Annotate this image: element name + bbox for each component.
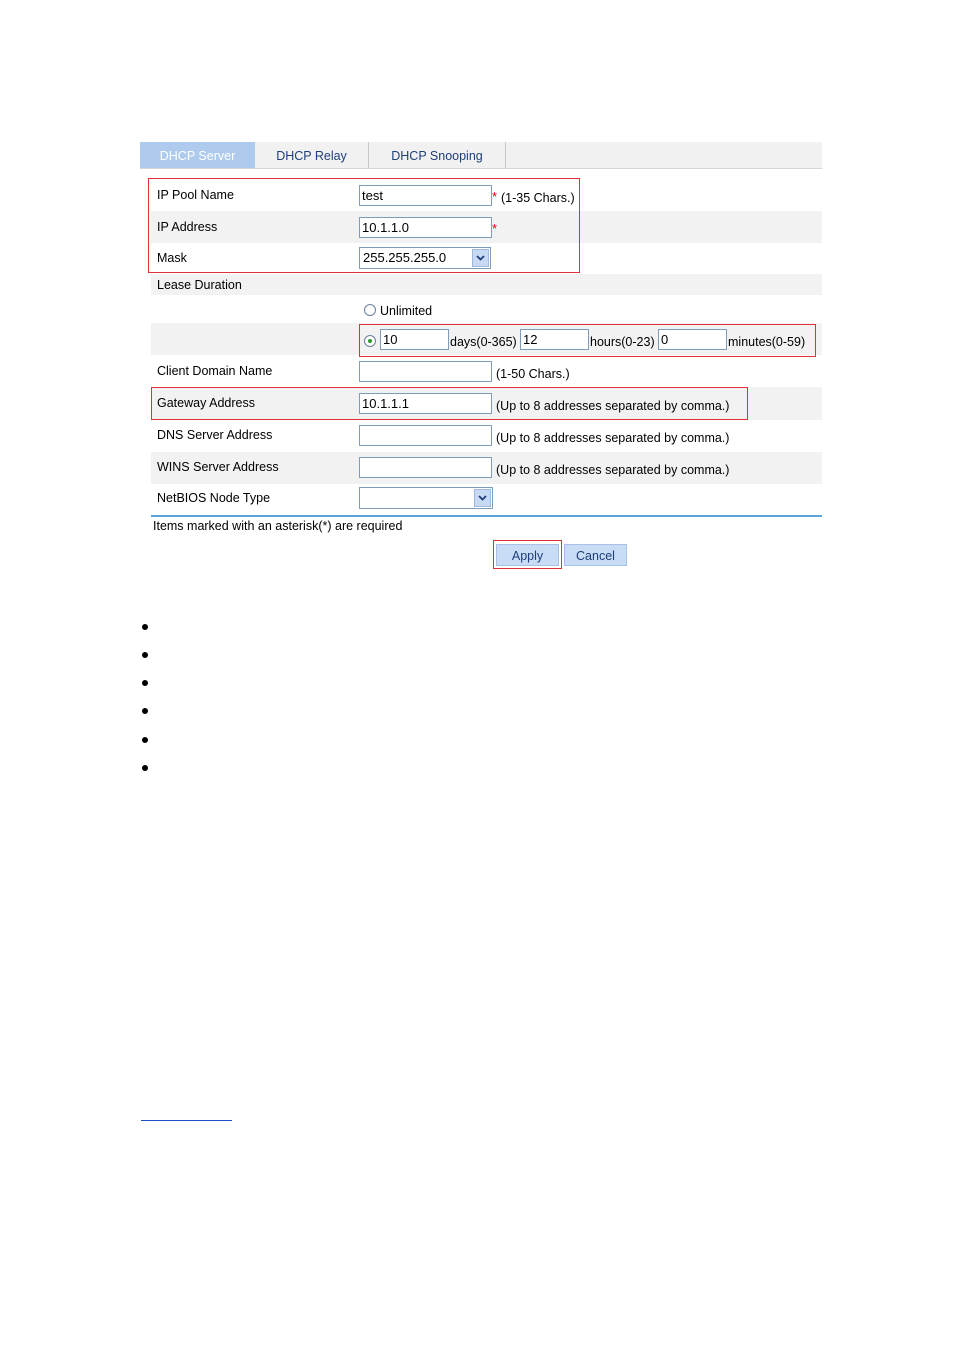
client-domain-name-hint: (1-50 Chars.)	[496, 367, 570, 381]
wins-server-address-input[interactable]	[359, 457, 492, 478]
bullet-point	[142, 624, 148, 630]
dns-server-address-hint: (Up to 8 addresses separated by comma.)	[496, 431, 730, 445]
radio-unlimited[interactable]	[364, 304, 376, 316]
ip-pool-name-hint: (1-35 Chars.)	[501, 191, 575, 205]
ip-pool-name-input[interactable]: test	[359, 185, 492, 206]
tab-bar	[140, 142, 822, 169]
client-domain-name-input[interactable]	[359, 361, 492, 382]
lease-minutes-label: minutes(0-59)	[728, 335, 806, 349]
bullet-point	[142, 737, 148, 743]
form-divider	[151, 515, 822, 517]
highlight-box	[151, 387, 748, 420]
gateway-address-label: Gateway Address	[157, 396, 255, 410]
tab-dhcp-snooping[interactable]: DHCP Snooping	[391, 149, 483, 163]
dns-server-address-input[interactable]	[359, 425, 492, 446]
lease-days-label: days(0-365)	[450, 335, 517, 349]
required-note: Items marked with an asterisk(*) are required	[153, 519, 403, 533]
unlimited-label: Unlimited	[380, 304, 433, 318]
lease-minutes-input[interactable]: 0	[658, 329, 727, 350]
lease-duration-label: Lease Duration	[157, 278, 242, 292]
highlight-box	[359, 324, 816, 357]
bullet-point	[142, 708, 148, 714]
ip-address-input[interactable]: 10.1.1.0	[359, 217, 492, 238]
gateway-address-input[interactable]: 10.1.1.1	[359, 393, 492, 414]
chevron-down-icon[interactable]	[474, 489, 491, 507]
ip-pool-name-label: IP Pool Name	[157, 188, 234, 202]
tab-dhcp-relay[interactable]: DHCP Relay	[276, 149, 347, 163]
lease-days-input[interactable]: 10	[380, 329, 449, 350]
footnote-rule	[141, 1120, 232, 1121]
bullet-point	[142, 652, 148, 658]
cancel-button[interactable]: Cancel	[564, 544, 627, 566]
lease-hours-input[interactable]: 12	[520, 329, 589, 350]
ip-address-label: IP Address	[157, 220, 218, 234]
tab-dhcp-server[interactable]: DHCP Server	[140, 142, 255, 168]
required-asterisk: *	[492, 189, 498, 204]
netbios-node-type-select[interactable]	[359, 487, 493, 509]
required-asterisk: *	[492, 221, 498, 236]
wins-server-address-hint: (Up to 8 addresses separated by comma.)	[496, 463, 730, 477]
bullet-point	[142, 680, 148, 686]
apply-button[interactable]: Apply	[496, 544, 559, 566]
highlight-box	[493, 540, 562, 569]
form-row-lease-unlimited	[151, 295, 822, 323]
dns-server-address-label: DNS Server Address	[157, 428, 273, 442]
lease-hours-label: hours(0-23)	[590, 335, 655, 349]
client-domain-name-label: Client Domain Name	[157, 364, 273, 378]
bullet-point	[142, 765, 148, 771]
mask-select-value: 255.255.255.0	[363, 250, 447, 265]
netbios-node-type-label: NetBIOS Node Type	[157, 491, 271, 505]
wins-server-address-label: WINS Server Address	[157, 460, 279, 474]
gateway-address-hint: (Up to 8 addresses separated by comma.)	[496, 399, 730, 413]
tab-separator	[505, 142, 506, 168]
mask-label: Mask	[157, 251, 187, 265]
form-row-lease-duration	[151, 274, 822, 295]
highlight-box	[148, 178, 580, 273]
